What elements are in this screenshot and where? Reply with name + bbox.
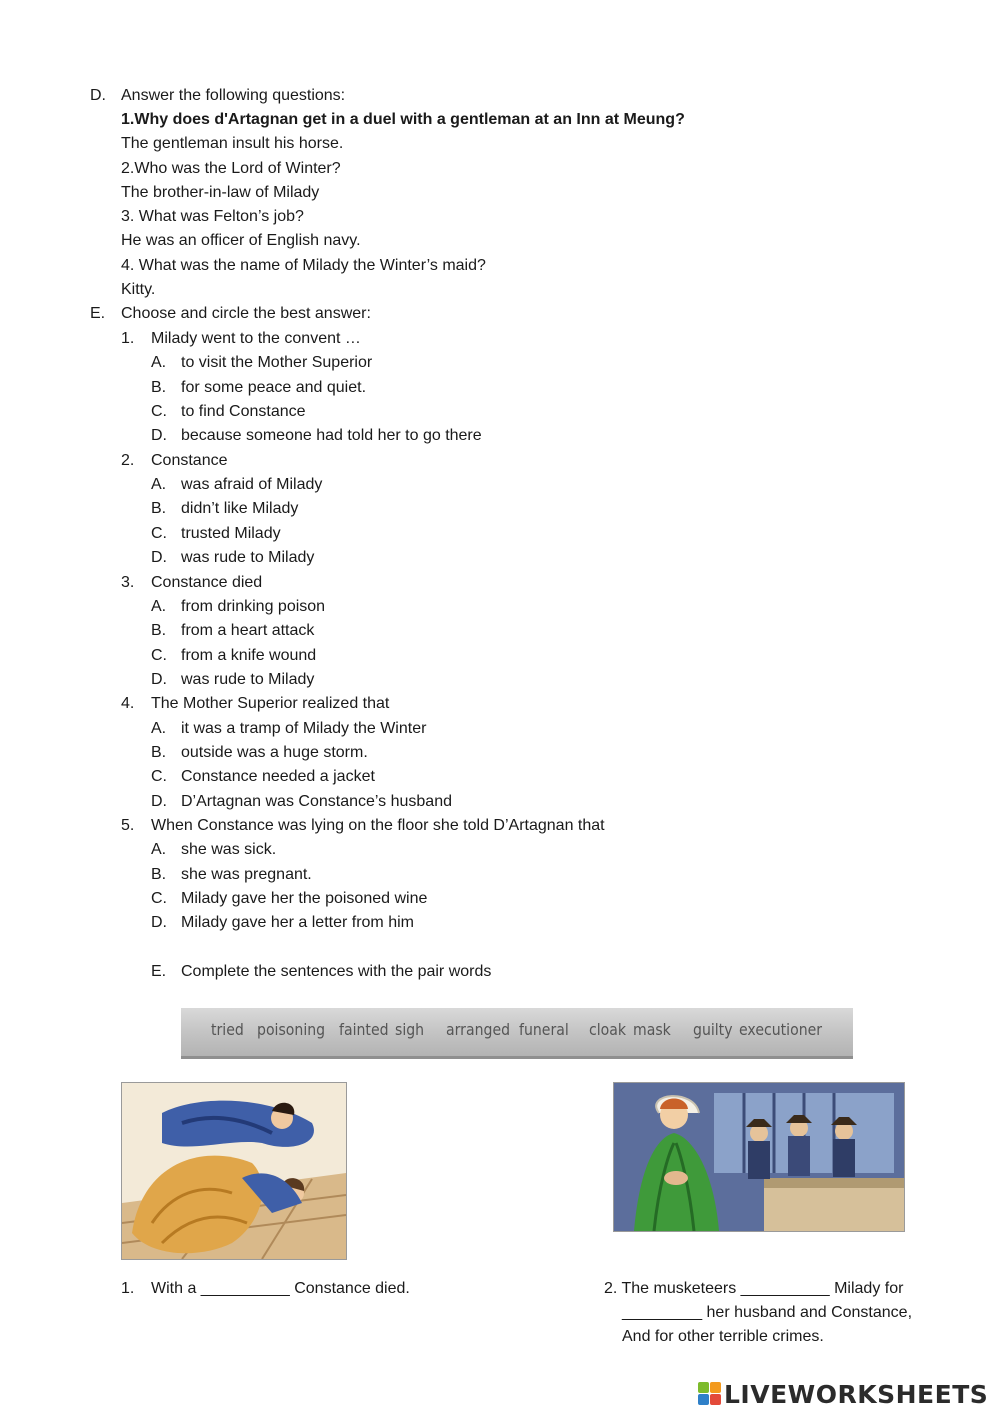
sentence-2-line-2: _________ her husband and Constance, [622, 1304, 913, 1321]
mc-option-letter[interactable]: A. [151, 720, 167, 737]
word-bank-item: executioner [739, 1020, 823, 1039]
mc-option-text[interactable]: was afraid of Milady [181, 476, 323, 493]
word-bank-item: cloak [589, 1020, 627, 1039]
constance-fallen-drawing [122, 1083, 346, 1259]
mc-option-text[interactable]: she was sick. [181, 841, 277, 858]
milady-trial-drawing [614, 1083, 904, 1231]
answer-3: He was an officer of English navy. [121, 232, 361, 249]
mc-option-letter[interactable]: A. [151, 598, 167, 615]
mc-question-number: 5. [121, 817, 135, 834]
question-4: 4. What was the name of Milady the Winter’s maid? [121, 257, 486, 274]
question-3: 3. What was Felton’s job? [121, 208, 304, 225]
sentence-2-line-3: And for other terrible crimes. [622, 1328, 824, 1345]
mc-option-letter[interactable]: B. [151, 379, 167, 396]
mc-question-text: Milady went to the convent … [151, 330, 361, 347]
mc-option-text[interactable]: to visit the Mother Superior [181, 354, 373, 371]
mc-option-text[interactable]: it was a tramp of Milady the Winter [181, 720, 427, 737]
mc-option-letter[interactable]: C. [151, 525, 167, 542]
word-bank-item: poisoning [257, 1020, 326, 1039]
section-d-heading: Answer the following questions: [121, 87, 346, 104]
mc-option-text[interactable]: for some peace and quiet. [181, 379, 367, 396]
mc-option-text[interactable]: Milady gave her the poisoned wine [181, 890, 428, 907]
mc-option-text[interactable]: D’Artagnan was Constance’s husband [181, 793, 452, 810]
mc-option-letter[interactable]: D. [151, 793, 167, 810]
section-e-letter: E. [90, 305, 106, 322]
mc-option-letter[interactable]: B. [151, 866, 167, 883]
answer-1: The gentleman insult his horse. [121, 135, 344, 152]
mc-option-text[interactable]: Milady gave her a letter from him [181, 914, 414, 931]
mc-option-text[interactable]: from a knife wound [181, 647, 317, 664]
mc-option-letter[interactable]: B. [151, 500, 167, 517]
illustration-milady-trial [613, 1082, 905, 1232]
mc-option-text[interactable]: she was pregnant. [181, 866, 312, 883]
mc-option-letter[interactable]: C. [151, 768, 167, 785]
word-bank-item: arranged [446, 1020, 511, 1039]
word-bank-item: sigh [395, 1020, 425, 1039]
mc-option-text[interactable]: because someone had told her to go there [181, 427, 482, 444]
mc-option-text[interactable]: outside was a huge storm. [181, 744, 368, 761]
mc-option-letter[interactable]: B. [151, 744, 167, 761]
mc-option-letter[interactable]: C. [151, 403, 167, 420]
mc-option-letter[interactable]: C. [151, 890, 167, 907]
illustration-constance-fallen [121, 1082, 347, 1260]
mc-option-text[interactable]: from a heart attack [181, 622, 315, 639]
mc-option-letter[interactable]: A. [151, 476, 167, 493]
mc-option-text[interactable]: from drinking poison [181, 598, 326, 615]
mc-option-letter[interactable]: D. [151, 914, 167, 931]
complete-section-heading: Complete the sentences with the pair words [181, 963, 492, 980]
mc-question-number: 2. [121, 452, 135, 469]
word-bank-item: fainted [339, 1020, 389, 1039]
sentence-1: With a __________ Constance died. [151, 1280, 410, 1297]
logo-text: LIVEWORKSHEETS [724, 1380, 989, 1409]
mc-option-letter[interactable]: D. [151, 427, 167, 444]
mc-option-letter[interactable]: D. [151, 549, 167, 566]
mc-option-letter[interactable]: D. [151, 671, 167, 688]
question-1: 1.Why does d'Artagnan get in a duel with a gentleman at an Inn at Meung? [121, 111, 685, 128]
sentence-2-line-1: 2. The musketeers __________ Milady for [604, 1280, 904, 1297]
mc-question-text: When Constance was lying on the floor she told D’Artagnan that [151, 817, 605, 834]
mc-question-text: Constance [151, 452, 228, 469]
word-bank-item: guilty [693, 1020, 733, 1039]
mc-option-letter[interactable]: A. [151, 354, 167, 371]
complete-section-letter: E. [151, 963, 167, 980]
mc-option-text[interactable]: didn’t like Milady [181, 500, 299, 517]
mc-option-letter[interactable]: C. [151, 647, 167, 664]
mc-question-number: 4. [121, 695, 135, 712]
answer-2: The brother-in-law of Milady [121, 184, 320, 201]
word-bank-item: tried [211, 1020, 244, 1039]
mc-option-letter[interactable]: B. [151, 622, 167, 639]
mc-option-text[interactable]: Constance needed a jacket [181, 768, 375, 785]
mc-question-number: 3. [121, 574, 135, 591]
mc-question-text: The Mother Superior realized that [151, 695, 390, 712]
logo-mark-icon [698, 1380, 722, 1408]
question-2: 2.Who was the Lord of Winter? [121, 160, 341, 177]
word-bank [181, 1008, 853, 1059]
mc-option-text[interactable]: was rude to Milady [181, 549, 315, 566]
mc-option-letter[interactable]: A. [151, 841, 167, 858]
section-d-letter: D. [90, 87, 106, 104]
mc-option-text[interactable]: was rude to Milady [181, 671, 315, 688]
answer-4: Kitty. [121, 281, 156, 298]
mc-question-text: Constance died [151, 574, 263, 591]
section-e-heading: Choose and circle the best answer: [121, 305, 371, 322]
mc-option-text[interactable]: to find Constance [181, 403, 306, 420]
sentence-1-number: 1. [121, 1280, 135, 1297]
mc-question-number: 1. [121, 330, 135, 347]
mc-option-text[interactable]: trusted Milady [181, 525, 281, 542]
word-bank-item: mask [633, 1020, 671, 1039]
word-bank-item: funeral [519, 1020, 569, 1039]
